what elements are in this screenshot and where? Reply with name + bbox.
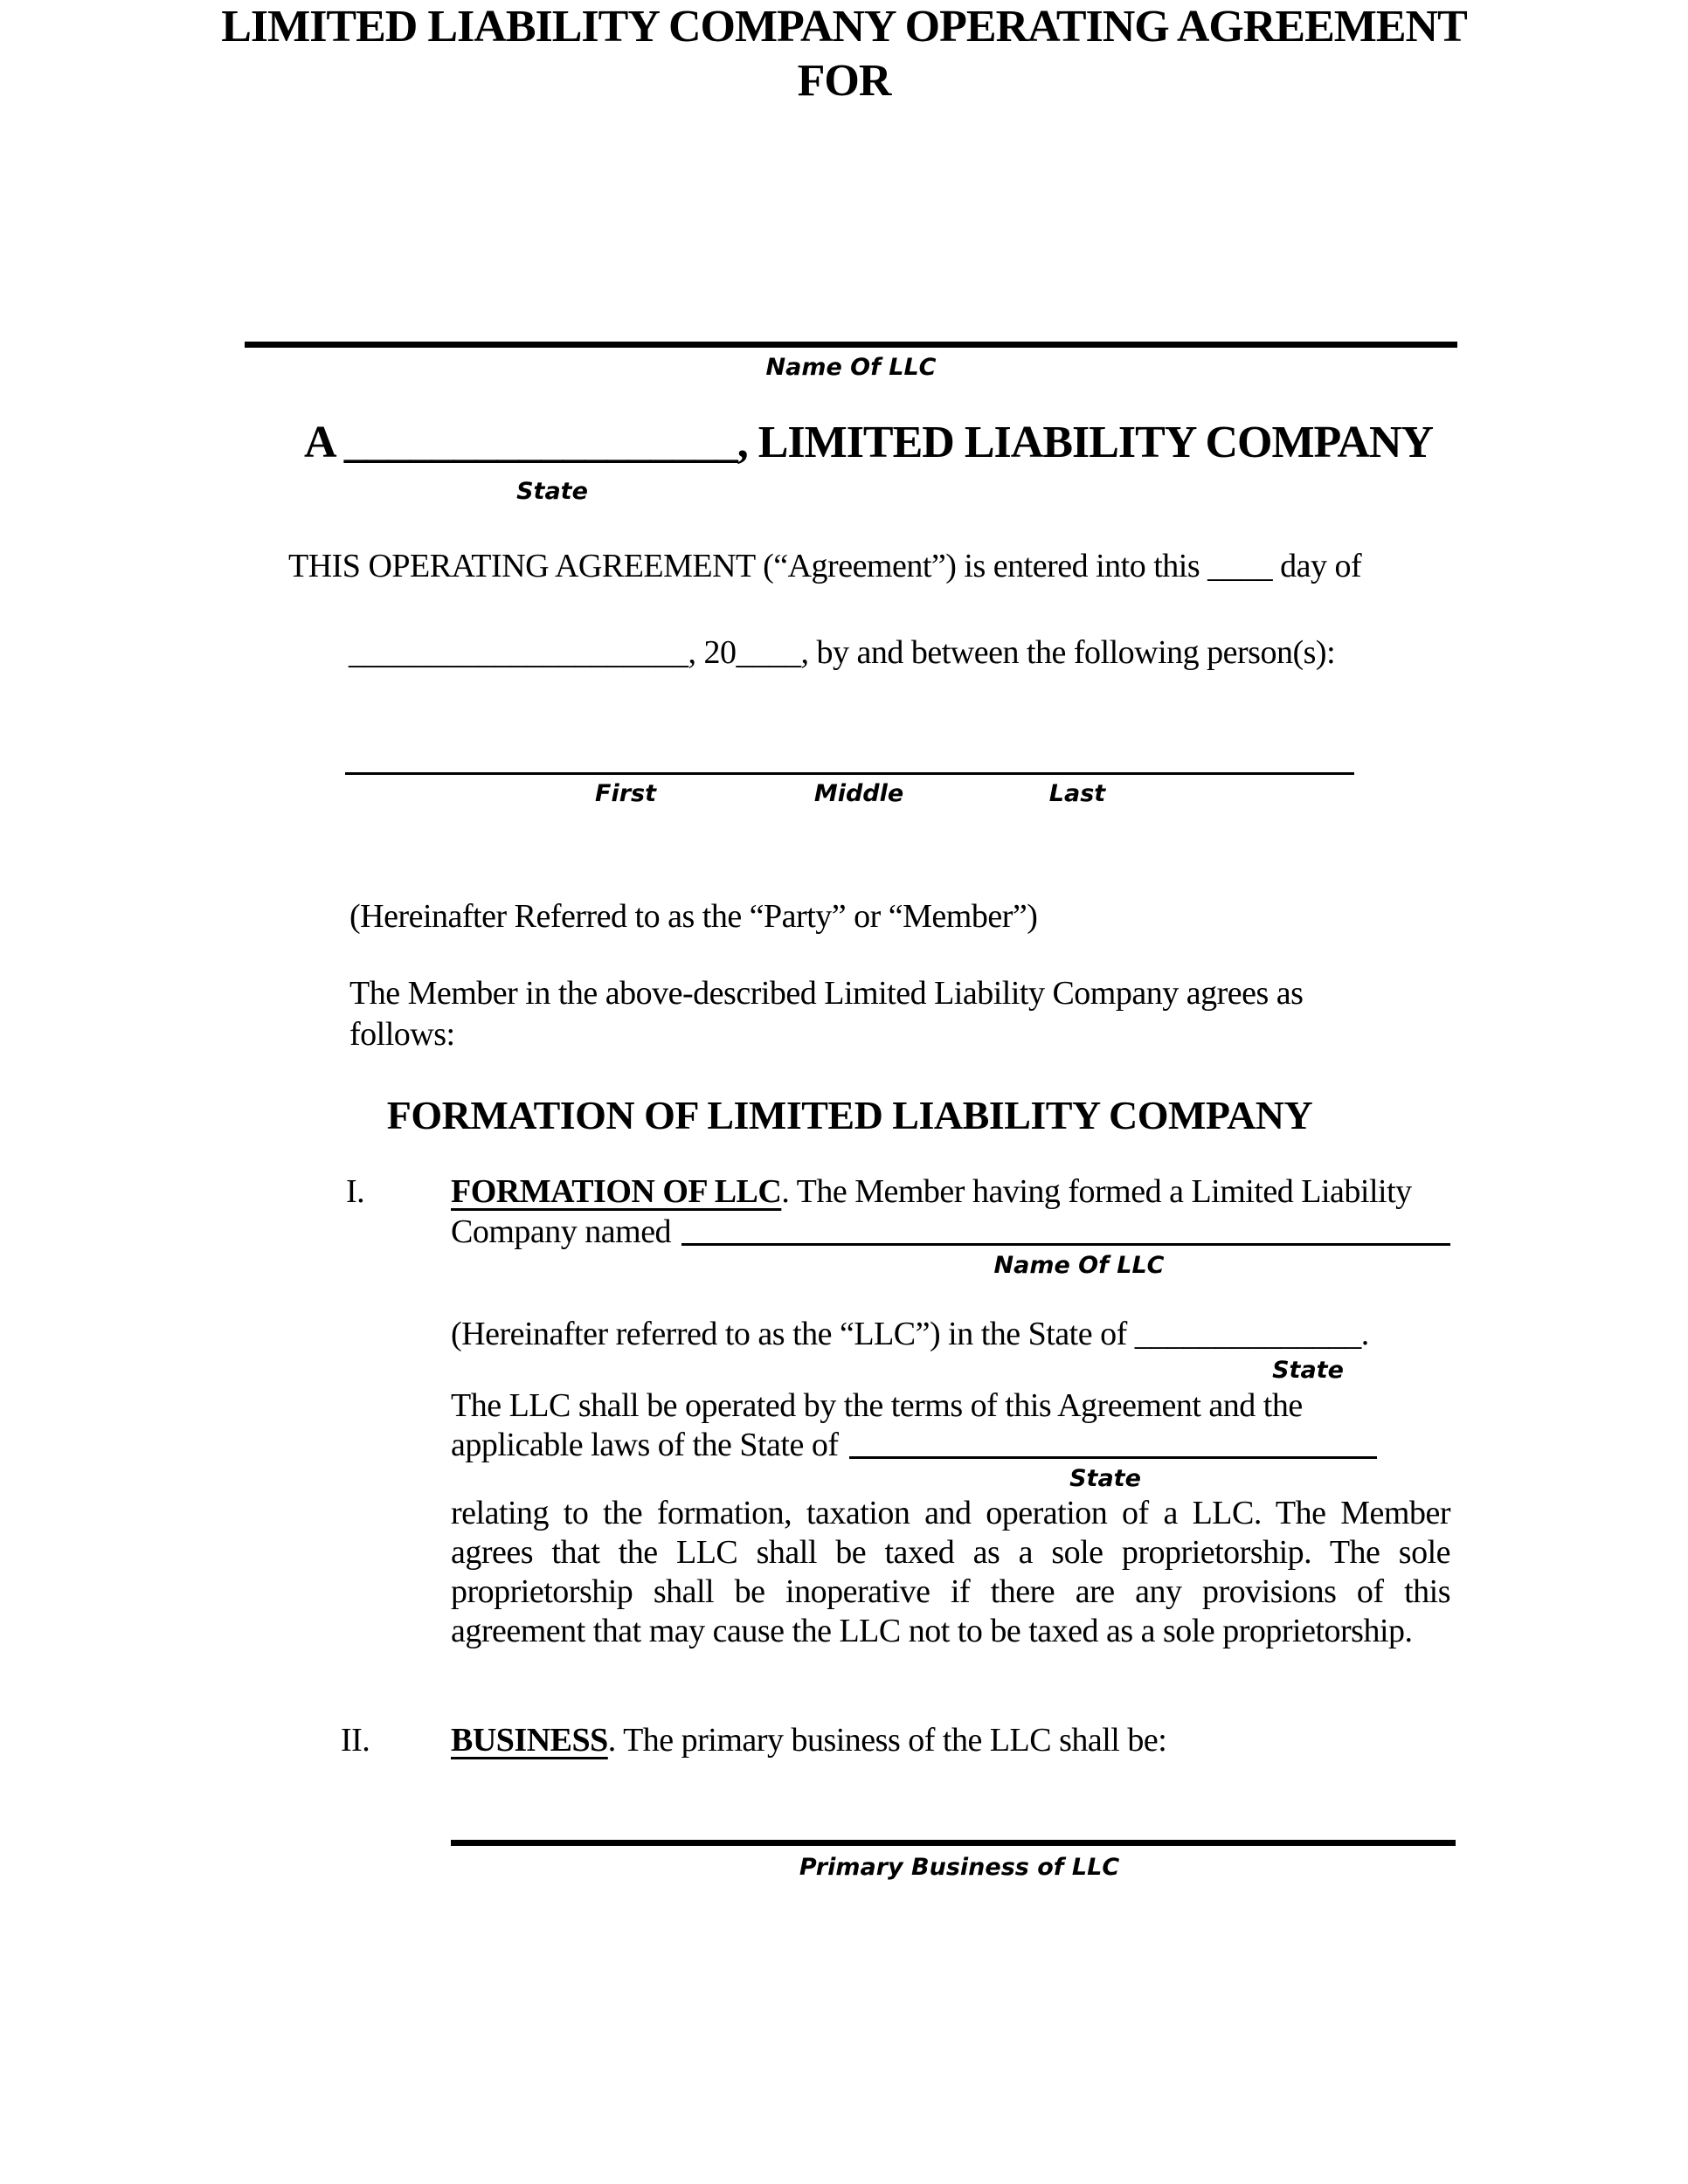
section-heading: FORMATION OF LIMITED LIABILITY COMPANY xyxy=(386,1093,1313,1137)
article-1-line1 xyxy=(451,1171,1412,1212)
primary-business-label: Primary Business of LLC xyxy=(799,1854,1120,1881)
name-of-llc-label: Name Of LLC xyxy=(765,354,937,381)
primary-business-rule xyxy=(451,1840,1456,1846)
laws-state-blank-field xyxy=(849,1425,1377,1459)
name-of-llc-label-2: Name Of LLC xyxy=(993,1252,1165,1279)
article-2-number: II. xyxy=(341,1722,370,1759)
intro-line1-tail: day of xyxy=(1272,548,1362,584)
company-name-blank-field xyxy=(681,1212,1450,1246)
subtitle-prefix: A xyxy=(304,418,344,467)
last-name-label: Last xyxy=(1048,780,1106,807)
member-agrees-text: The Member in the above-described Limited Liability Company agrees as follows: xyxy=(349,975,1304,1053)
article-2-line xyxy=(451,1720,1166,1760)
intro-line2-tail: , by and between the following person(s): xyxy=(800,634,1336,671)
state-label-laws: State xyxy=(1069,1465,1141,1492)
laws-state-text: applicable laws of the State of xyxy=(451,1427,839,1463)
llc-state-blank-field: ______________ xyxy=(1134,1316,1361,1352)
article-2-rest: . The primary business of the LLC shall be: xyxy=(607,1722,1167,1759)
intro-line1-text: THIS OPERATING AGREEMENT (“Agreement”) is entered into this xyxy=(288,548,1208,584)
article-1-number: I. xyxy=(346,1173,365,1210)
member-name-rule xyxy=(345,772,1354,775)
state-label-subtitle: State xyxy=(516,478,588,505)
intro-line-1 xyxy=(288,546,1361,586)
year-blank-field: ____ xyxy=(736,634,801,671)
month-blank-field: _____________________ xyxy=(349,634,688,671)
tax-paragraph: relating to the formation, taxation and operation of a LLC. The Member agrees that the LLC shall be taxed as a sole proprietorship. The sole proprietorship shall be inoperative if there are any provisions of this agreement that may cause the LLC not to be taxed as a sole proprietorship. xyxy=(451,1495,1450,1649)
llc-note-text: (Hereinafter referred to as the “LLC”) in the State of xyxy=(451,1316,1135,1352)
state-label-llc: State xyxy=(1272,1357,1344,1384)
middle-name-label: Middle xyxy=(813,780,904,807)
state-blank-field: __________________ xyxy=(343,418,737,467)
name-of-llc-rule xyxy=(245,342,1457,348)
intro-line-2 xyxy=(349,632,1335,673)
llc-note-line xyxy=(451,1314,1369,1354)
page-title-line1: LIMITED LIABILITY COMPANY OPERATING AGREEMENT xyxy=(221,2,1467,52)
llc-note-period: . xyxy=(1360,1316,1369,1352)
operated-line-1: The LLC shall be operated by the terms of this Agreement and the xyxy=(451,1387,1303,1424)
member-name-labels xyxy=(345,779,1354,814)
intro-line2-mid: , 20 xyxy=(688,634,737,671)
subtitle-suffix: , LIMITED LIABILITY COMPANY xyxy=(737,418,1434,467)
subtitle-line xyxy=(304,417,1433,469)
article-1-line1-rest: . The Member having formed a Limited Liability xyxy=(781,1173,1412,1210)
page-title-line2: FOR xyxy=(797,56,891,106)
day-blank-field: ____ xyxy=(1207,548,1273,584)
party-note: (Hereinafter Referred to as the “Party” or “Member”) xyxy=(349,898,1038,935)
company-named-text: Company named xyxy=(451,1213,672,1250)
article-1-line2 xyxy=(451,1212,1450,1252)
first-name-label: First xyxy=(595,780,656,807)
operated-line-2 xyxy=(451,1425,1377,1465)
page-title xyxy=(0,0,1688,108)
article-1-term: FORMATION OF LLC xyxy=(451,1173,782,1210)
article-2-term: BUSINESS xyxy=(451,1722,608,1759)
